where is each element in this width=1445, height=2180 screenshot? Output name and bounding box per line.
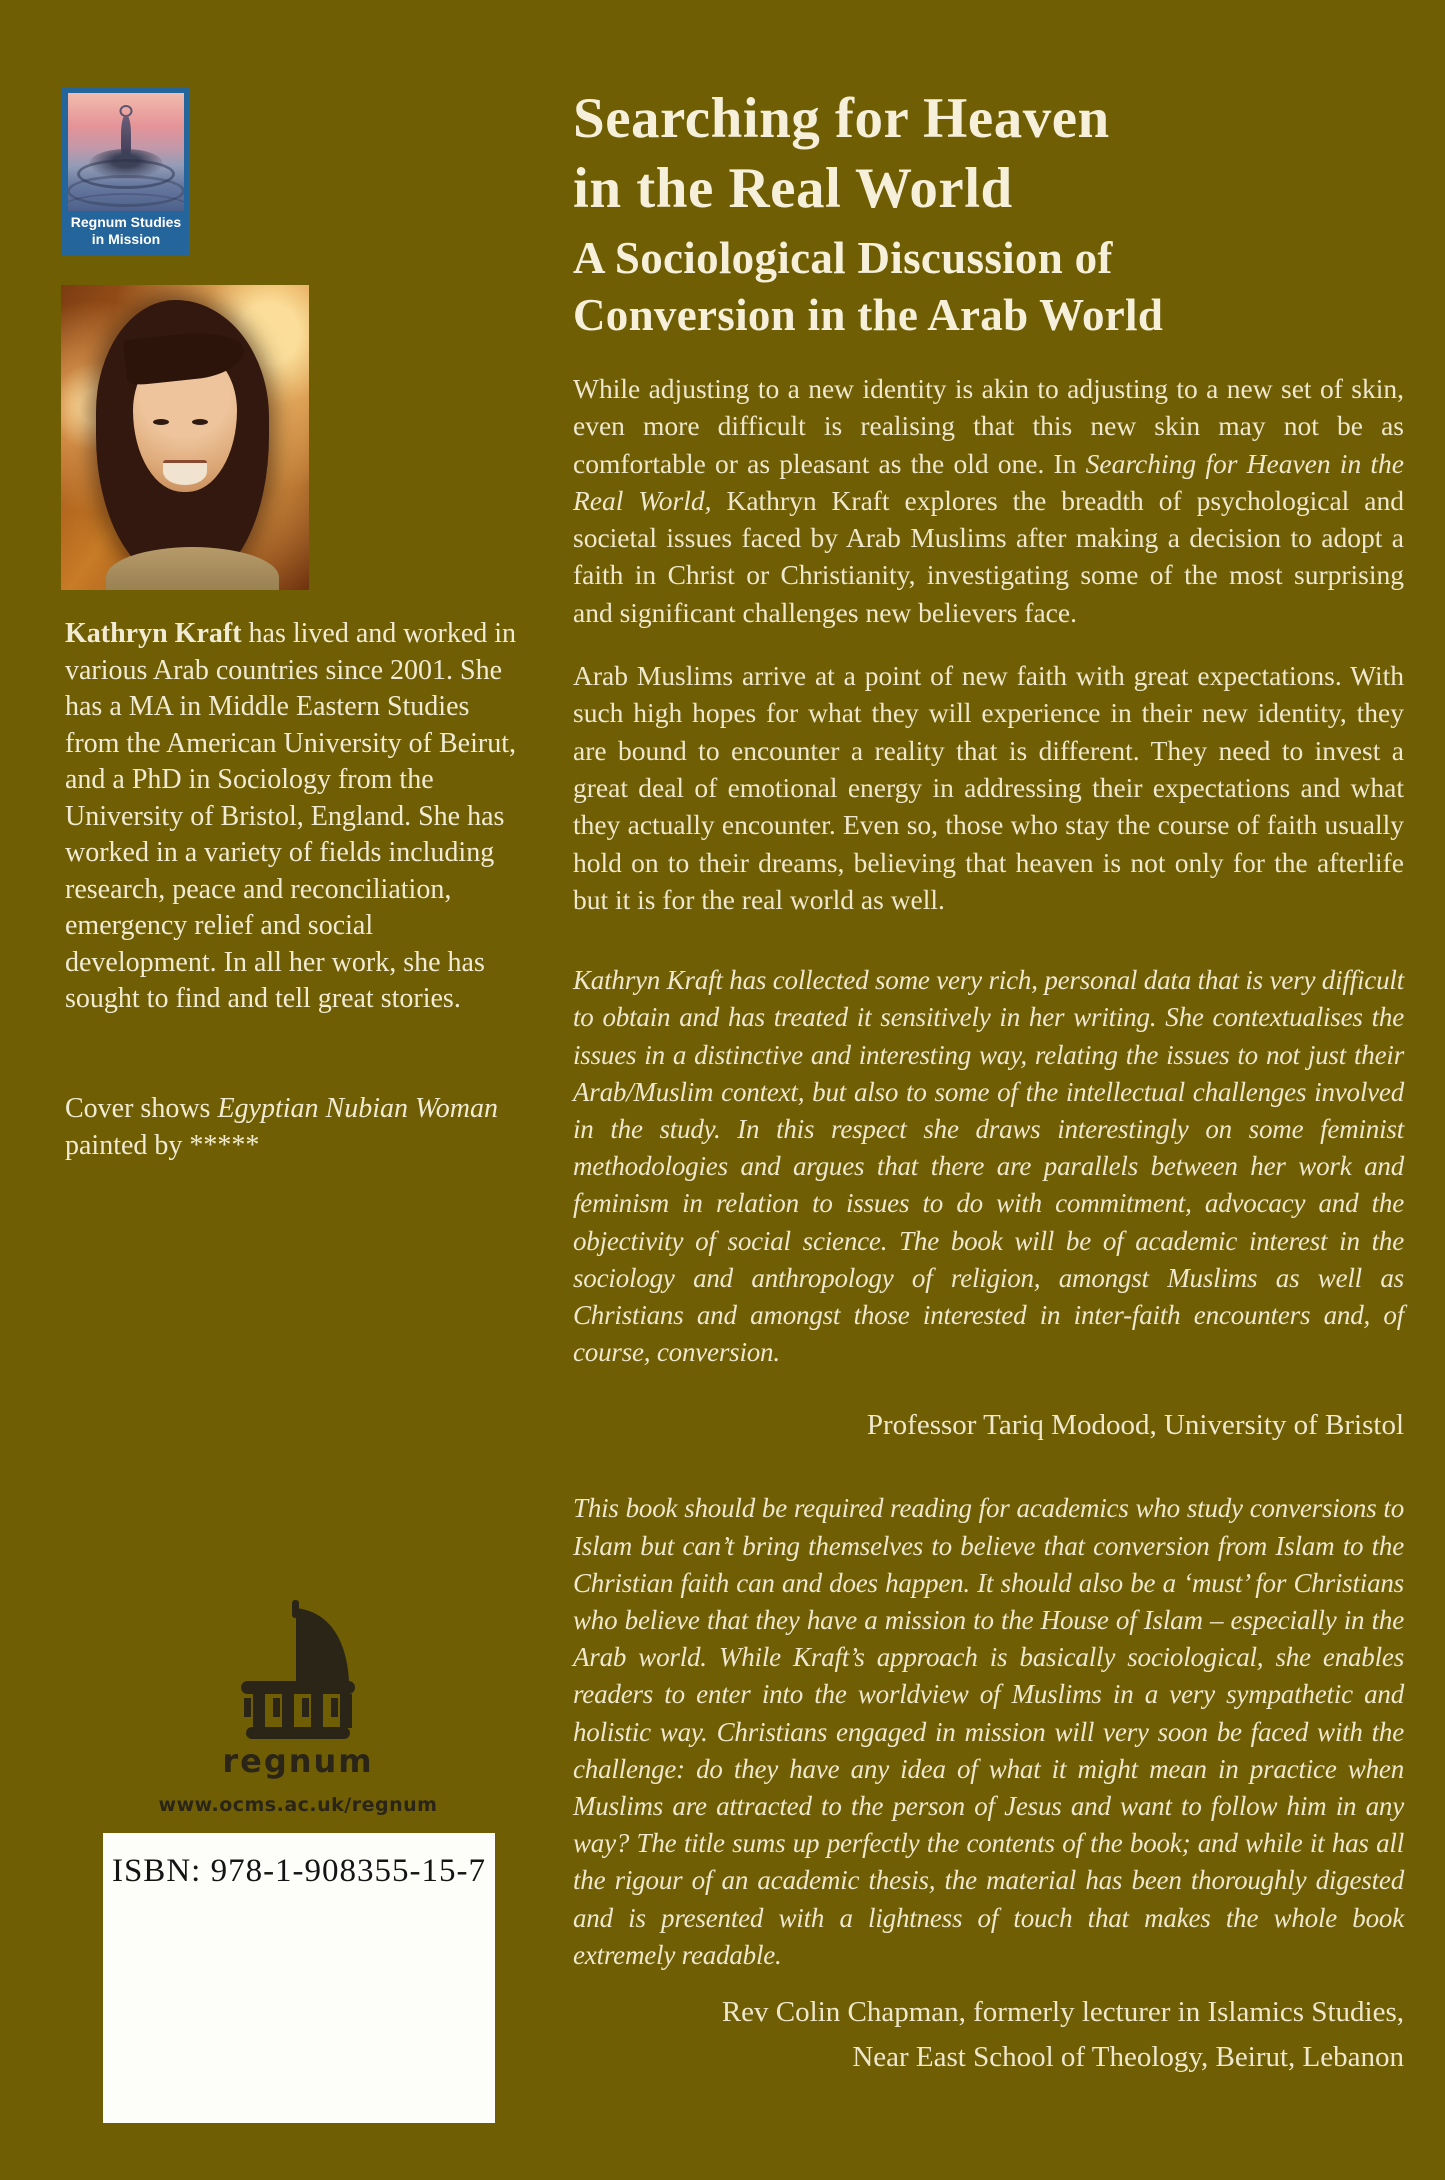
endorsement-2-attribution: Rev Colin Chapman, formerly lecturer in Islamics Studies, Near East School of Theology, Beirut, Lebanon	[721, 1996, 1404, 2074]
book-subtitle-line1: A Sociological Discussion of	[573, 233, 1113, 283]
book-subtitle	[573, 230, 1404, 344]
water-droplet-image	[68, 93, 184, 211]
book-subtitle-line2: Conversion in the Arab World	[573, 290, 1164, 340]
series-badge	[62, 87, 190, 255]
publisher-logo-text: regnum	[222, 1742, 374, 1780]
book-title-line2: in the Real World	[573, 157, 1013, 220]
cover-credit: Cover shows Egyptian Nubian Woman painted by *****	[65, 1093, 498, 1161]
right-column	[573, 84, 1404, 2080]
isbn-box	[103, 1833, 495, 2123]
book-title	[573, 84, 1404, 224]
author-bio: Kathryn Kraft has lived and worked in various Arab countries since 2001. She has a MA in Middle Eastern Studies from the American University of Beirut, and a PhD in Sociology from the University of Bristol, England. She has worked in a variety of fields including research, peace and reconciliation, emergency relief and social development. In all her work, she has sought to find and tell great stories.	[65, 618, 517, 1014]
series-badge-label	[68, 211, 184, 248]
book-title-line1: Searching for Heaven	[573, 87, 1110, 150]
endorsement-1-attribution: Professor Tariq Modood, University of Bristol	[866, 1409, 1404, 1442]
endorsement-2: This book should be required reading for academics who study conversions to Islam but can’t bring themselves to believe that conversion from Islam to the Christian faith can and does happen. It should also be a ‘must’ for Christians who believe that they have a mission to the House of Islam – especially in the Arab world. While Kraft’s approach is basically sociological, she enables readers to enter into the worldview of Muslims in a very sympathetic and holistic way. Christians engaged in mission will very soon be faced with the challenge: do they have any idea of what it might mean in practice when Muslims are attracted to the person of Jesus and want to follow him in any way? The title sums up perfectly the contents of the book; and while it has all the rigour of an academic thesis, the material has been thoroughly digested and is presented with a lightness of touch that makes the whole book extremely readable.	[573, 1493, 1404, 1970]
series-badge-line2: in Mission	[91, 231, 161, 247]
publisher-url: www.ocms.ac.uk/regnum	[158, 1794, 438, 1816]
blurb-paragraph-2: Arab Muslims arrive at a point of new faith with great expectations. With such high hopes for what they will experience in their new identity, they are bound to encounter a reality that is different. They need to invest a great deal of emotional energy in addressing their expectations and what they actually encounter. Even so, those who stay the course of faith usually hold on to their dreams, believing that heaven is not only for the afterlife but it is for the real world as well.	[573, 660, 1404, 915]
endorsement-1: Kathryn Kraft has collected some very rich, personal data that is very difficult to obtain and has treated it sensitively in her writing. She contextualises the issues in a distinctive and interesting way, relating the issues to not just their Arab/Muslim context, but also to some of the intellectual challenges involved in the study. In this respect she draws interestingly on some feminist methodologies and argues that there are parallels between her work and feminism in relation to issues to do with commitment, advocacy and the objectivity of social science. The book will be of academic interest in the sociology and anthropology of religion, amongst Muslims as well as Christians and amongst those interested in inter-faith encounters and, of course, conversion.	[573, 965, 1404, 1368]
regnum-building-icon	[233, 1598, 363, 1740]
publisher-block	[100, 1598, 496, 1816]
author-photo	[61, 285, 309, 590]
isbn-text: ISBN: 978-1-908355-15-7	[111, 1853, 487, 1889]
series-badge-line1: Regnum Studies	[70, 214, 182, 230]
blurb-paragraph-1: While adjusting to a new identity is akin to adjusting to a new set of skin, even more difficult is realising that this new skin may not be as comfortable or as pleasant as the old one. In Searching for Heaven in the Real World, Kathryn Kraft explores the breadth of psychological and societal issues faced by Arab Muslims after making a decision to adopt a faith in Christ or Christianity, investigating some of the most surprising and significant challenges new believers face.	[573, 373, 1404, 628]
